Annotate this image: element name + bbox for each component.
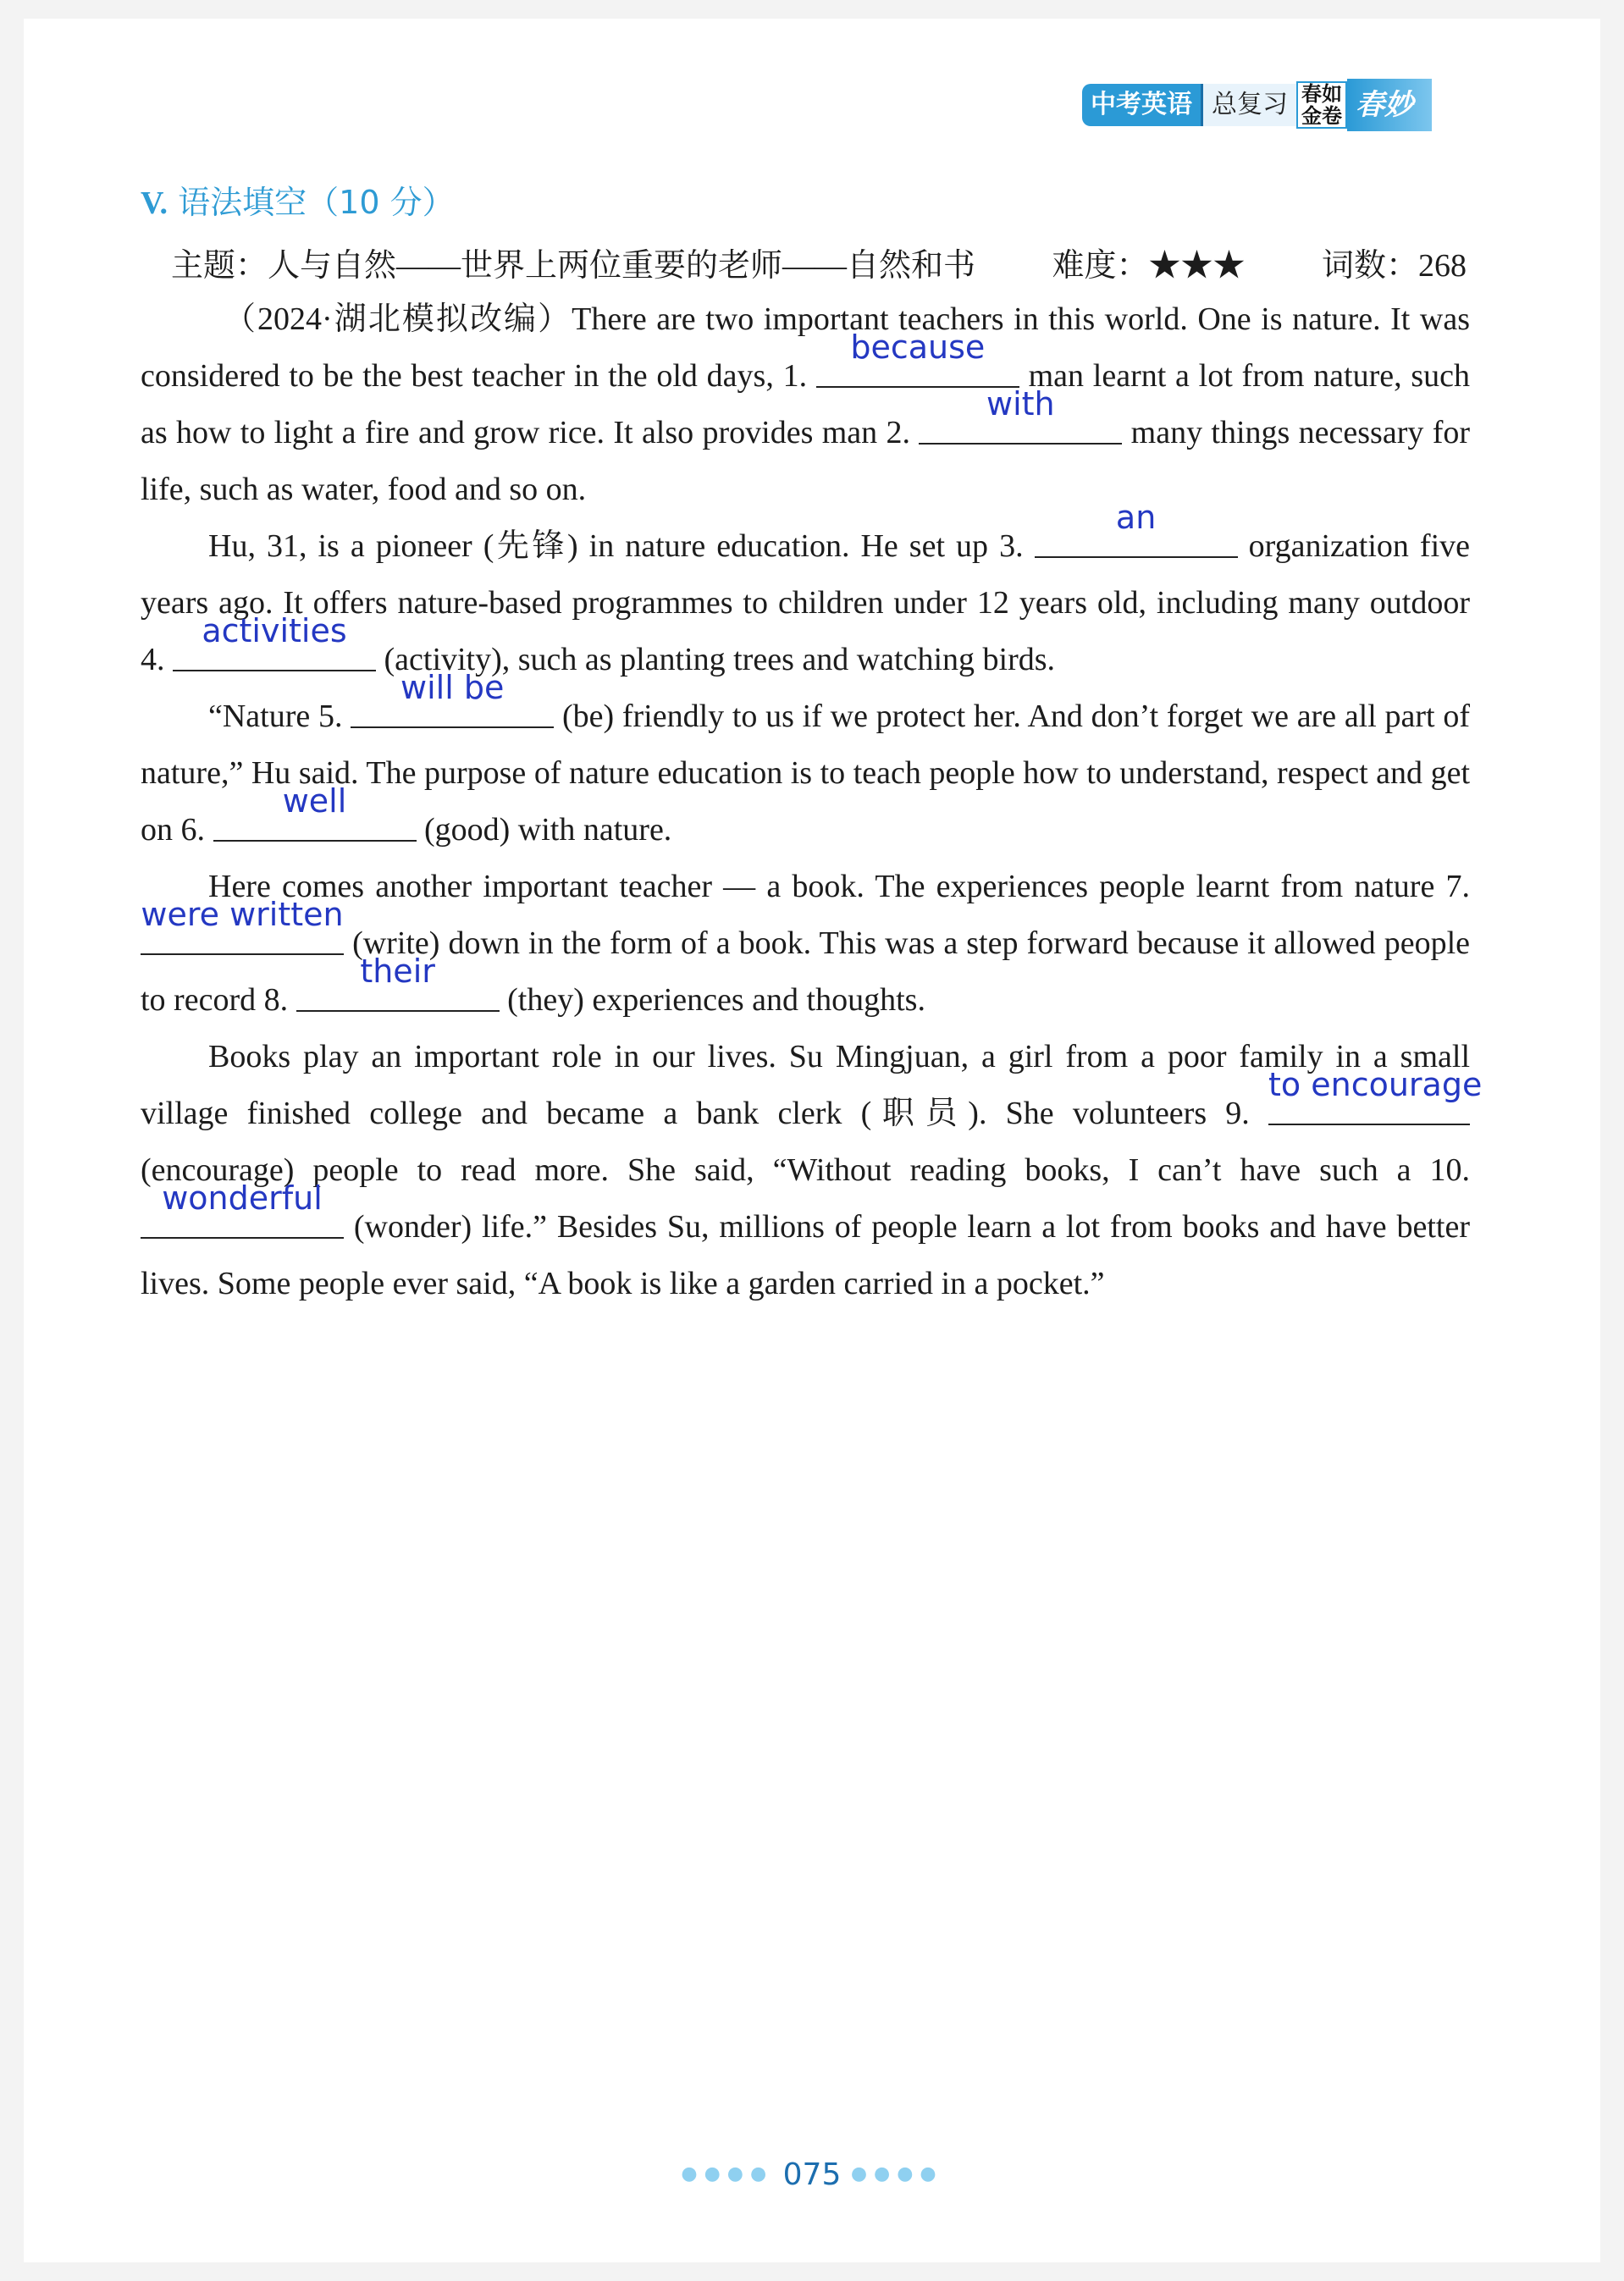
blank-3[interactable] [1035,499,1238,558]
logo-chunru-jinjuan: 春如 金卷 [1296,81,1347,129]
answer-7: were written [141,896,344,933]
blank-6[interactable] [213,782,417,842]
footer-dots-left: ●●●● [681,2163,774,2184]
blank-2[interactable] [919,385,1122,445]
paragraph-5: Books play an important role in our lives. Su Mingjuan, a girl from a poor family in a small village finished college and became a bank clerk (职员). She volunteers 9. to encourage (encourage) people to read more. She said, “Without reading books, I can’t have such a 10. wonderful (wonder) life.” Besides Su, millions of people learn a lot from books and have better lives. Some people ever said, “A book is like a garden carried in a pocket.” [141,1039,1483,1301]
answer-9: to encourage [1268,1066,1483,1103]
paragraph-1: （2024·湖北模拟改编）There are two important teachers in this world. One is nature. It was considered to be the best teacher in the old days, 1. because man learnt a lot from nature, such as how to light a fire and grow rice. It also provides man 2. with many things necessary for life, such as water, food and so on. [141,301,1471,507]
answer-10: wonderful [162,1179,323,1217]
answer-4: activities [202,612,347,649]
passage-info-line [171,239,1467,285]
blank-9[interactable] [1268,1066,1483,1125]
answer-5: will be [400,669,505,706]
passage-word-count: 词数：268 [1321,248,1467,284]
answer-2: with [986,385,1055,423]
logo-zhongkao-yingyu: 中考英语 [1082,84,1201,126]
blank-4[interactable] [173,612,376,671]
book-series-logo [1082,78,1432,132]
section-heading [141,176,455,223]
page-number: 075 [782,2157,842,2192]
answer-6: well [282,782,347,820]
paragraph-2: Hu, 31, is a pioneer (先锋) in nature education. He set up 3. an organization five years ago. It offers nature-based programmes to children under 12 years old, including many outdoor 4. activities (activity), such as planting trees and watching birds. [141,518,1470,688]
section-title: 语法填空（10 分） [178,184,455,221]
paragraph-4: Here comes another important teacher — a book. The experiences people learnt from nature 7. were written (write) down in the form of a book. This was a step forward because it allowed people to record 8. their (they) experiences and thoughts. [141,869,1470,1018]
logo-brand-mark: 春妙 [1347,79,1432,131]
answer-8: their [360,953,435,990]
answer-3: an [1115,499,1157,536]
blank-8[interactable] [296,953,500,1012]
logo-zongfuxi: 总复习 [1201,84,1296,126]
footer-dots-right: ●●●● [850,2163,943,2184]
passage-difficulty: 难度：★★★ [1052,248,1246,284]
passage-body [141,291,1483,1312]
blank-10[interactable] [141,1179,344,1239]
blank-5[interactable] [351,669,554,728]
paragraph-3: “Nature 5. will be (be) friendly to us if we protect her. And don’t forget we are all part of nature,” Hu said. The purpose of nature education is to teach people how to understand, respect and get on 6. well (good) with nature. [141,688,1470,859]
passage-topic: 主题：人与自然——世界上两位重要的老师——自然和书 [171,248,976,284]
page-footer [0,2157,1624,2192]
section-number: V. [141,185,168,221]
answer-1: because [850,329,986,366]
